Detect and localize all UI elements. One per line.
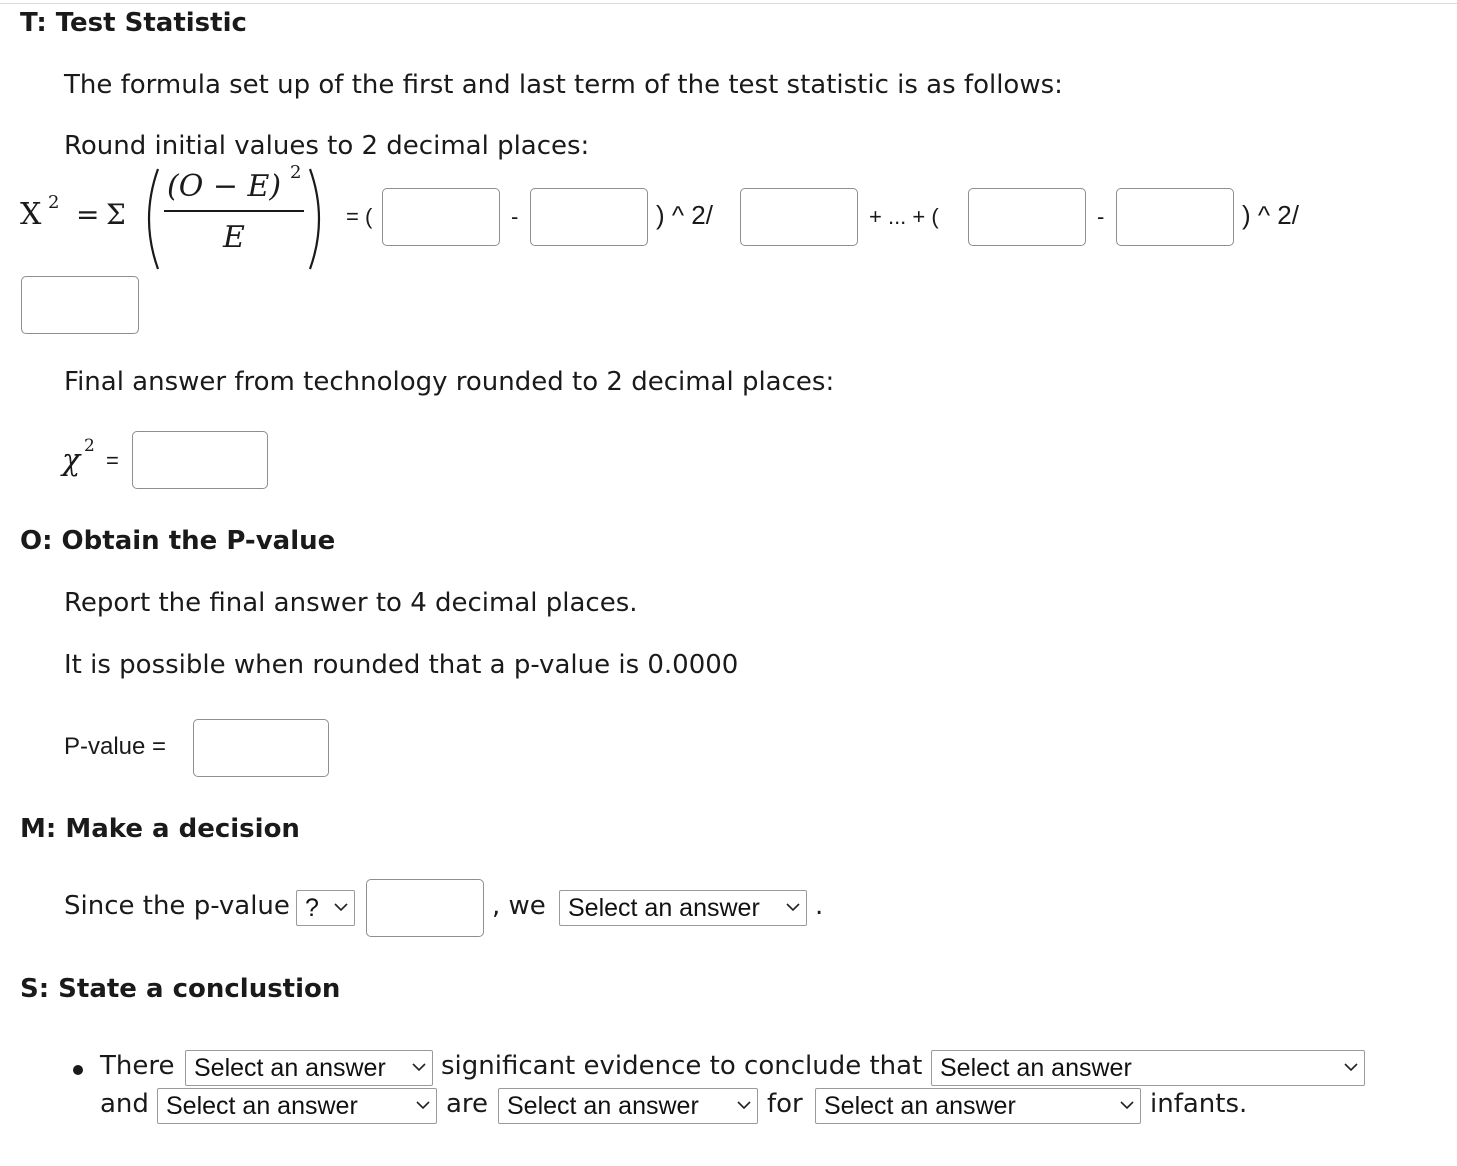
decision-select[interactable] [559, 890, 807, 926]
chevron-down-icon [416, 1100, 430, 1110]
chevron-down-icon [1344, 1062, 1358, 1072]
for-text: for [767, 1089, 803, 1119]
variable1-select[interactable] [157, 1088, 437, 1124]
heading-make-decision: M: Make a decision [20, 814, 300, 844]
pvalue-label: P-value = [64, 733, 167, 760]
chi-exponent: 2 [48, 192, 60, 213]
chevron-down-icon [334, 902, 348, 912]
population-select-value: Select an answer [824, 1092, 1016, 1120]
heading-test-statistic: T: Test Statistic [20, 8, 247, 38]
sigma-symbol: Σ [106, 198, 126, 231]
significant-text: significant evidence to conclude that [441, 1051, 923, 1081]
round-note: Round initial values to 2 decimal places: [64, 131, 590, 161]
expected-first-input[interactable] [530, 188, 648, 246]
close-power-divide: ) ^ 2/ [656, 200, 713, 230]
relationship-select-value: Select an answer [507, 1092, 699, 1120]
formula-equals: = [76, 198, 100, 231]
since-pvalue-text: Since the p-value [64, 891, 290, 921]
population-select[interactable] [815, 1088, 1141, 1124]
observed-last-input[interactable] [968, 188, 1086, 246]
decision-period: . [815, 891, 824, 921]
chevron-down-icon [412, 1062, 426, 1072]
claim-select[interactable] [931, 1050, 1365, 1086]
variable1-select-value: Select an answer [166, 1092, 358, 1120]
alpha-input[interactable] [366, 879, 484, 937]
divisor-last-input[interactable] [21, 276, 139, 334]
chevron-down-icon [737, 1100, 751, 1110]
fraction-denominator: E [223, 220, 245, 255]
chi-square-final-input[interactable] [132, 431, 268, 489]
right-paren-icon [304, 165, 332, 273]
observed-first-input[interactable] [382, 188, 500, 246]
chi-small-exponent: 2 [84, 436, 95, 456]
expected-last-input[interactable] [1116, 188, 1234, 246]
chi-small-symbol: χ [62, 443, 81, 478]
final-answer-note: Final answer from technology rounded to 2 decimal places: [64, 367, 835, 397]
claim-select-value: Select an answer [940, 1054, 1132, 1082]
close-power-divide-last: ) ^ 2/ [1242, 200, 1299, 230]
comparison-select[interactable] [296, 890, 355, 926]
evidence-select-value: Select an answer [194, 1054, 386, 1082]
minus-sign-last: - [1097, 204, 1105, 229]
infants-text: infants. [1150, 1089, 1248, 1119]
chi-equals: = [106, 448, 119, 473]
we-text: , we [492, 891, 546, 921]
chevron-down-icon [1120, 1100, 1134, 1110]
there-text: There [100, 1051, 175, 1081]
and-text: and [100, 1089, 149, 1119]
formula-intro: The formula set up of the first and last term of the test statistic is as follows: [64, 70, 1063, 100]
equals-open-paren: = ( [346, 204, 373, 229]
plus-ellipsis: + ... + ( [869, 204, 939, 229]
chi-symbol: X [20, 197, 42, 232]
numerator-exponent: 2 [290, 162, 302, 183]
left-paren-icon [136, 165, 164, 273]
relationship-select[interactable] [498, 1088, 758, 1124]
fraction-bar [164, 210, 304, 212]
pvalue-input[interactable] [193, 719, 329, 777]
divisor-first-input[interactable] [740, 188, 858, 246]
heading-state-conclusion: S: State a conclustion [20, 974, 341, 1004]
bullet [73, 1065, 83, 1075]
minus-sign: - [511, 204, 519, 229]
are-text: are [446, 1089, 489, 1119]
heading-obtain-pvalue: O: Obtain the P-value [20, 526, 336, 556]
top-divider [0, 3, 1457, 4]
decision-select-value: Select an answer [568, 894, 760, 922]
chevron-down-icon [786, 902, 800, 912]
report-note: Report the final answer to 4 decimal places. [64, 588, 638, 618]
fraction-numerator: (O − E) [167, 169, 282, 204]
comparison-select-value: ? [305, 894, 319, 922]
possible-note: It is possible when rounded that a p-value is 0.0000 [64, 650, 739, 680]
evidence-select[interactable] [185, 1050, 433, 1086]
